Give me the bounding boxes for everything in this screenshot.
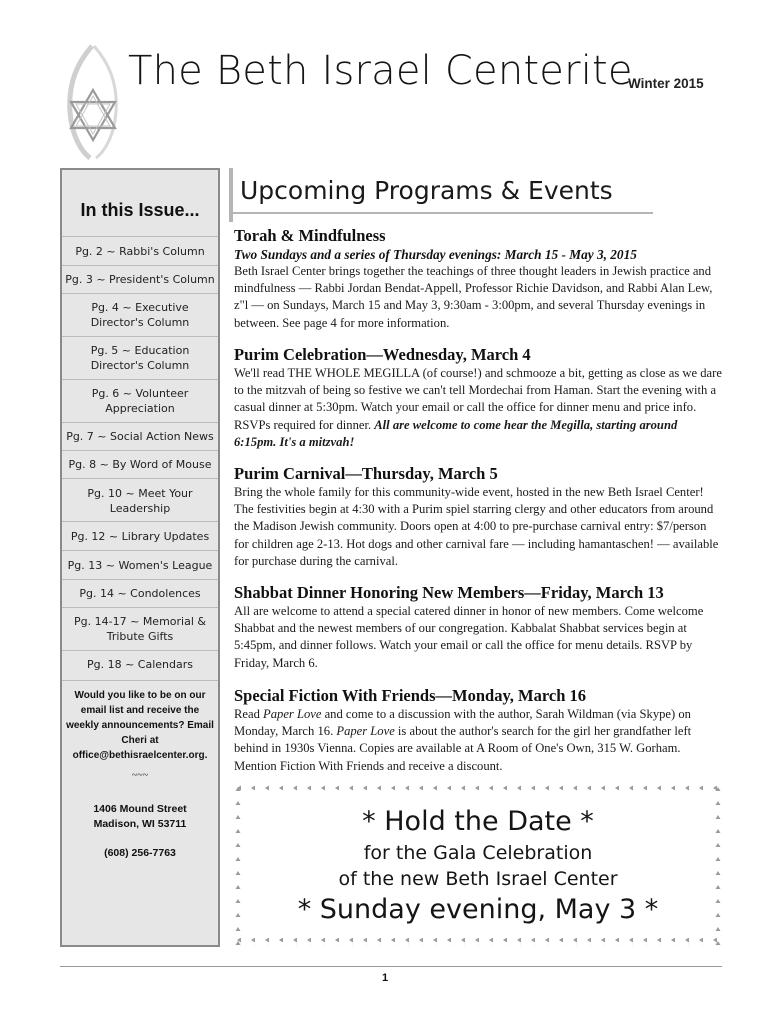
sidebar-divider xyxy=(62,422,218,423)
sidebar-divider xyxy=(62,478,218,479)
sidebar-divider xyxy=(62,265,218,266)
phone-number: (608) 256-7763 xyxy=(104,847,176,859)
sidebar-item-volunteer-appreciation: Pg. 6 ~ Volunteer Appreciation xyxy=(91,387,189,415)
event-description: Beth Israel Center brings together the teachings of three thought leaders in Jewish practice and mindfulness — Rabbi Jordan Bendat-Appell, Professor Richie Davidson, and Rabbi Alan Lew, z"l — on Sundays, March 15 and May 3, 9:30am - 3:00pm, and several Thursday evenings in between. See page 4 for more information. xyxy=(234,264,713,330)
event-emphasis-text: All are welcome to come hear the Megilla, starting around 6:15pm. It's a mitzvah! xyxy=(234,417,678,449)
sidebar-item-executive-directors-column: Pg. 4 ~ Executive Director's Column xyxy=(90,301,190,329)
sidebar-divider xyxy=(62,550,218,551)
newsletter-title: The Beth Israel Centerite xyxy=(128,48,633,94)
sidebar-divider xyxy=(62,521,218,522)
sidebar-item-education-directors-column: Pg. 5 ~ Education Director's Column xyxy=(90,344,190,372)
section-title: Upcoming Programs & Events xyxy=(240,176,613,205)
hold-the-date-date: * Sunday evening, May 3 * xyxy=(297,894,659,925)
event-subtitle: Two Sundays and a series of Thursday evenings: March 15 - May 3, 2015 xyxy=(234,247,637,262)
event-fiction-with-friends xyxy=(234,686,722,775)
event-purim-celebration xyxy=(234,345,722,451)
event-description: Bring the whole family for this community-wide event, hosted in the new Beth Israel Center! The festivities begin at 4:30 with a Purim spiel starring clergy and other educators from around the Madison Jewish community. Doors open at 4:00 to pre-purchase carnival entry: $7/person for children age 2-13. Hot dogs and other carnival fare — including hamantaschen! — available for purchase during the carnival. xyxy=(234,485,719,568)
section-underline xyxy=(233,212,653,214)
event-description: All are welcome to attend a special catered dinner in honor of new members. Come welcome Shabbat and the newest members of our congregation. Kabbalat Shabbat services begin at 5:45pm, and dinner follows. Watch your email or call the office for menu details. RSVP by Friday, March 6. xyxy=(234,604,704,670)
event-title: Shabbat Dinner Honoring New Members—Friday, March 13 xyxy=(234,583,664,602)
event-torah-mindfulness xyxy=(234,226,722,332)
sidebar-item-rabbis-column: Pg. 2 ~ Rabbi's Column xyxy=(75,245,205,258)
sidebar-divider xyxy=(62,336,218,337)
sidebar-divider xyxy=(62,680,218,681)
event-description-text: We'll read THE WHOLE MEGILLA (of course!) and schmooze a bit, getting as close as we dare to the mitzvah of being so festive we can't tell Mordechai from Haman. Start the evening with a casual dinner at 5:30pm. Watch your email or call the office for dinner menu and price info. RSVPs required for dinner. xyxy=(234,366,722,432)
event-description xyxy=(234,706,722,775)
sidebar-divider xyxy=(62,293,218,294)
event-text: Read xyxy=(234,707,264,721)
page-number: 1 xyxy=(381,972,389,984)
in-this-issue-sidebar xyxy=(60,168,220,947)
book-title: Paper Love xyxy=(336,724,395,739)
hold-the-date-box xyxy=(234,784,722,946)
sidebar-item-library-updates: Pg. 12 ~ Library Updates xyxy=(70,530,210,543)
sidebar-divider xyxy=(62,579,218,580)
sidebar-item-calendars: Pg. 18 ~ Calendars xyxy=(86,658,193,671)
street-address xyxy=(62,802,218,832)
event-text: and come to a discussion with the author, Sarah Wildman (via Skype) on Monday, March 16. xyxy=(234,707,691,739)
sidebar-divider xyxy=(62,379,218,380)
event-title: Purim Celebration—Wednesday, March 4 xyxy=(234,345,531,364)
book-title: Paper Love xyxy=(263,707,322,721)
sidebar-item-by-word-of-mouse: Pg. 8 ~ By Word of Mouse xyxy=(68,458,212,471)
sidebar-separator: ~~~ xyxy=(131,770,149,781)
email-list-notice: Would you like to be on our email list and receive the weekly announcements? Email Cheri at office@bethisraelcenter.org. xyxy=(66,690,214,761)
address-line-1: 1406 Mound Street xyxy=(93,803,187,815)
sidebar-divider xyxy=(62,650,218,651)
sidebar-divider xyxy=(62,607,218,608)
hold-the-date-heading: * Hold the Date * xyxy=(362,806,594,837)
event-purim-carnival xyxy=(234,464,722,570)
sidebar-item-condolences: Pg. 14 ~ Condolences xyxy=(79,587,201,600)
sidebar-heading: In this Issue... xyxy=(80,200,200,220)
address-line-2: Madison, WI 53711 xyxy=(93,818,187,830)
star-of-david-icon xyxy=(58,42,128,162)
hold-the-date-line: of the new Beth Israel Center xyxy=(338,868,618,890)
event-title: Special Fiction With Friends—Monday, March 16 xyxy=(234,686,587,705)
sidebar-divider xyxy=(62,236,218,237)
sidebar-item-presidents-column: Pg. 3 ~ President's Column xyxy=(65,273,215,286)
star-of-david-logo xyxy=(58,42,128,162)
sidebar-item-social-action-news: Pg. 7 ~ Social Action News xyxy=(66,430,214,443)
sidebar-item-memorial-tribute-gifts: Pg. 14-17 ~ Memorial & Tribute Gifts xyxy=(74,615,206,643)
issue-date: Winter 2015 xyxy=(628,76,704,91)
sidebar-divider xyxy=(62,450,218,451)
hold-the-date-line: for the Gala Celebration xyxy=(363,842,593,864)
footer-rule xyxy=(60,966,722,967)
event-title: Purim Carnival—Thursday, March 5 xyxy=(234,464,498,483)
sidebar-item-meet-your-leadership: Pg. 10 ~ Meet Your Leadership xyxy=(87,487,193,515)
event-description xyxy=(234,365,722,451)
event-title: Torah & Mindfulness xyxy=(234,226,386,245)
event-shabbat-dinner xyxy=(234,583,722,672)
event-text: is about the author's search for the girl her grandfather left behind in 1930s Vienna. Copies are available at A Room of One's Own, 315 W. Gorham. Mention Fiction With Friends and receive a discount. xyxy=(234,724,692,773)
sidebar-item-womens-league: Pg. 13 ~ Women's League xyxy=(67,559,213,572)
